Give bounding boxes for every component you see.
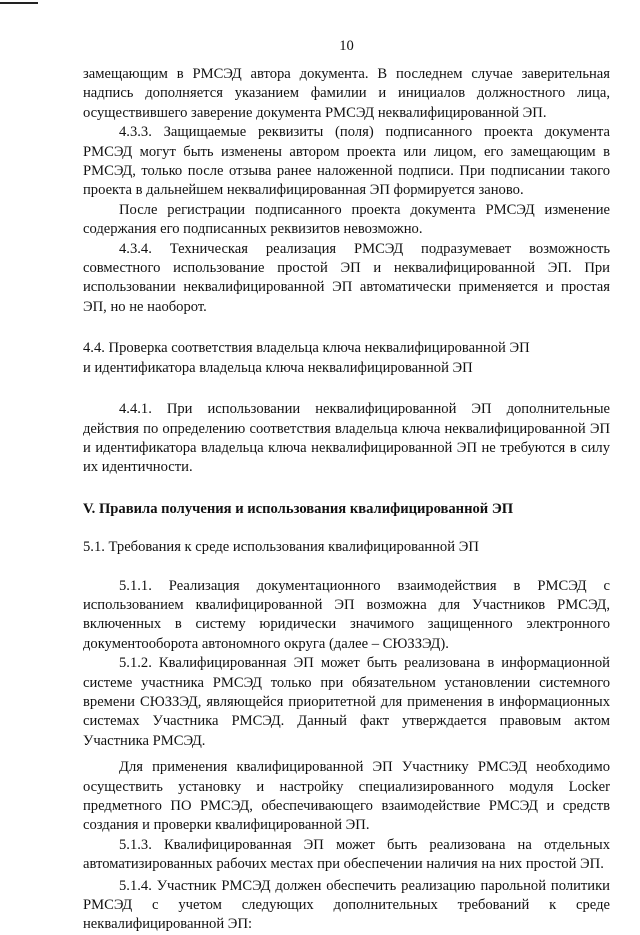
section-5-1-title: 5.1. Требования к среде использования квалифицированной ЭП [83,539,479,556]
corner-mark [0,2,38,4]
document-body [83,65,610,935]
page-number: 10 [339,38,354,54]
paragraph-4-3-3: 4.3.3. Защищаемые реквизиты (поля) подписанного проекта документа РМСЭД могут быть изменены автором проекта или лицом, его замещающим в РМСЭД, только после отзыва ранее наложенной подписи. При подписании такого проекта в дальнейшем неквалифицированная ЭП формируется заново. [83,124,610,199]
section-4-4-title-line2: и идентификатора владельца ключа неквалифицированной ЭП [83,359,473,376]
paragraph-continuation: замещающим в РМСЭД автора документа. В последнем случае заверительная надпись дополняется указанием фамилии и инициалов должностного лица, осуществившего заверение документа РМСЭД неквалифицированной ЭП. [83,66,610,121]
paragraph-5-1-3: 5.1.3. Квалифицированная ЭП может быть реализована на отдельных автоматизированных рабочих местах при обеспечении наличия на них простой ЭП. [83,836,610,873]
section-4-4-title-line1: 4.4. Проверка соответствия владельца ключа неквалифицированной ЭП [83,340,530,357]
paragraph-locker: Для применения квалифицированной ЭП Участнику РМСЭД необходимо осуществить установку и настройку специализированного модуля Locker предметного ПО РМСЭД, обеспечивающего взаимодействие РМСЭД и средств создания и проверки квалифицированной ЭП. [83,759,610,834]
paragraph-5-1-4: 5.1.4. Участник РМСЭД должен обеспечить реализацию парольной политики РМСЭД с учетом следующих дополнительных требований к среде неквалифицированной ЭП: [83,877,610,933]
paragraph-5-1-1: 5.1.1. Реализация документационного взаимодействия в РМСЭД с использованием квалифицированной ЭП возможна для Участников РМСЭД, включенных в систему юридически значимого защищенного электронного документооборота автономного округа (далее – СЮЗЗЭД). [83,577,610,652]
paragraph-5-1-2: 5.1.2. Квалифицированная ЭП может быть реализована в информационной системе участника РМСЭД только при обязательном установлении системного времени СЮЗЗЭД, являющейся приоритетной для применения в информационных системах Участника РМСЭД. Данный факт утверждается правовым актом Участника РМСЭД. [83,655,610,749]
paragraph-4-4-1: 4.4.1. При использовании неквалифицированной ЭП дополнительные действия по определению соответствия владельца ключа неквалифицированной ЭП и идентификатора владельца ключа неквалифицированной ЭП не требуются в силу их идентичности. [83,401,610,476]
paragraph-after-registration: После регистрации подписанного проекта документа РМСЭД изменение содержания его подписанных реквизитов невозможно. [83,201,610,238]
paragraph-4-3-4: 4.3.4. Техническая реализация РМСЭД подразумевает возможность совместного использование простой ЭП и неквалифицированной ЭП. При использовании неквалифицированной ЭП автоматически применяется и простая ЭП, но не наоборот. [83,240,610,315]
chapter-v-title: V. Правила получения и использования квалифицированной ЭП [83,500,514,517]
